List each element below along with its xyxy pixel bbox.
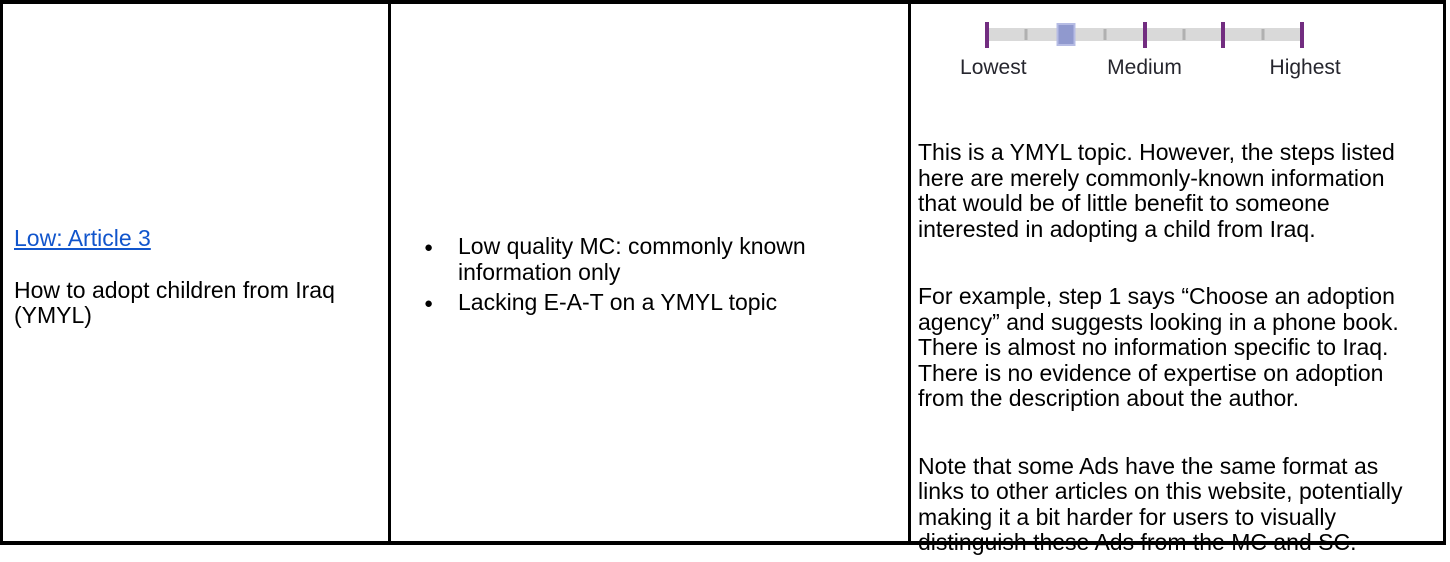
- list-item: ● Lacking E-A-T on a YMYL topic: [458, 290, 896, 316]
- slider-major-tick: [1143, 22, 1147, 48]
- result-description: How to adopt children from Iraq (YMYL): [14, 276, 335, 329]
- slider-major-tick: [1221, 22, 1225, 48]
- result-cell: [3, 4, 391, 541]
- slider-major-tick: [1300, 22, 1304, 48]
- article-link[interactable]: Low: Article 3: [14, 225, 151, 252]
- slider-minor-tick: [1182, 29, 1185, 40]
- slider-major-tick: [985, 22, 989, 48]
- slider-minor-tick: [1025, 29, 1028, 40]
- explanation-paragraph: Note that some Ads have the same format as links to other articles on this website, potentially making it a bit harder for users to visually distinguish these Ads from the MC and SC.: [918, 452, 1403, 555]
- table-row: [3, 4, 1446, 555]
- rating-slider-labels: [960, 55, 1341, 81]
- slider-label-highest: Highest: [1269, 56, 1341, 79]
- slider-label-medium: Medium: [1107, 56, 1182, 79]
- rating-explanation: [918, 140, 1420, 556]
- explanation-paragraph: This is a YMYL topic. However, the steps listed here are merely commonly-known information that would be of little benefit to someone interested in adopting a child from Iraq.: [918, 139, 1395, 242]
- findings-cell: [391, 4, 911, 541]
- list-item: ● Low quality MC: commonly known information only: [458, 234, 896, 285]
- findings-bullet-list: [391, 234, 896, 321]
- rating-slider-handle[interactable]: [1056, 23, 1075, 46]
- rating-cell: [911, 4, 1446, 555]
- slider-minor-tick: [1104, 29, 1107, 40]
- slider-minor-tick: [1261, 29, 1264, 40]
- explanation-paragraph: For example, step 1 says “Choose an adoption agency” and suggests looking in a phone book. There is almost no information specific to Iraq. There is no evidence of expertise on adoption from the description about the author.: [918, 283, 1399, 411]
- slider-label-lowest: Lowest: [960, 56, 1027, 79]
- rating-slider: [960, 22, 1341, 99]
